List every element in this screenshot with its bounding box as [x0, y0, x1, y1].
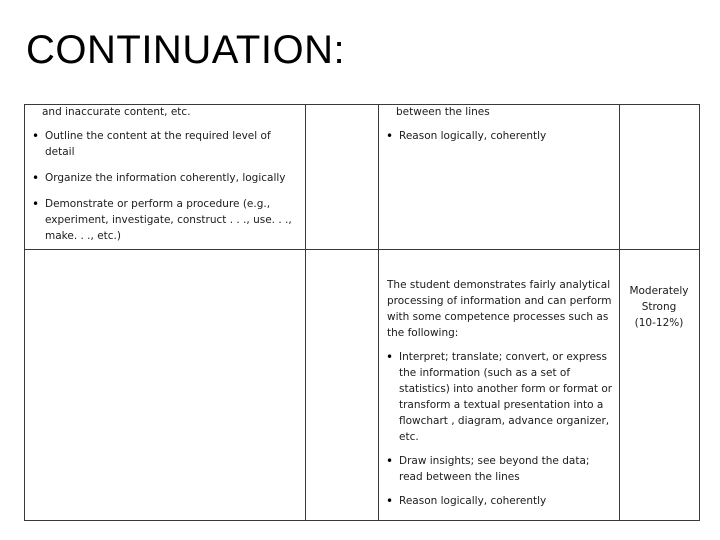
column-divider-2 [378, 104, 379, 521]
table-right-border [699, 104, 700, 521]
column-divider-3 [619, 104, 620, 521]
row2-col3-bullet-1: • Interpret; translate; convert, or express the information (such as a set of statistics) into another form or format or transform a textual presentation into a flowchart , diagram, advance organizer, etc. [384, 349, 616, 445]
rating-line-2: Strong [641, 301, 677, 313]
row1-col3-bullet-1: • Reason logically, coherently [384, 128, 614, 144]
row1-col1-lead: and inaccurate content, etc. [42, 106, 191, 118]
row2-rating-cell [621, 283, 697, 331]
row1-col1-bullet-3: • Demonstrate or perform a procedure (e.g., experiment, investigate, construct . . ., use. . ., make. . ., etc.) [30, 196, 302, 244]
rating-line-3: (10-12%) [634, 317, 684, 329]
row2-col3-intro: The student demonstrates fairly analytical processing of information and can perform with some competence processes such as the following: [387, 279, 612, 339]
row2-col3-bullet-2: • Draw insights; see beyond the data; read between the lines [384, 453, 616, 485]
row2-col3-bullet-3: • Reason logically, coherently [384, 493, 616, 509]
row1-col1-bullet-1: • Outline the content at the required level of detail [30, 128, 302, 160]
row1-col3-lead: between the lines [396, 106, 490, 118]
row1-col1-cell [30, 104, 302, 244]
row-divider [24, 249, 700, 250]
column-divider-1 [305, 104, 306, 521]
table-bottom-border [24, 520, 700, 521]
page-title: CONTINUATION: [26, 28, 346, 72]
rating-line-1: Moderately [629, 285, 689, 297]
row2-col3-cell [384, 277, 616, 509]
table-left-border [24, 104, 25, 521]
row1-col3-cell [384, 104, 614, 144]
row1-col1-bullet-2: • Organize the information coherently, logically [30, 170, 302, 186]
